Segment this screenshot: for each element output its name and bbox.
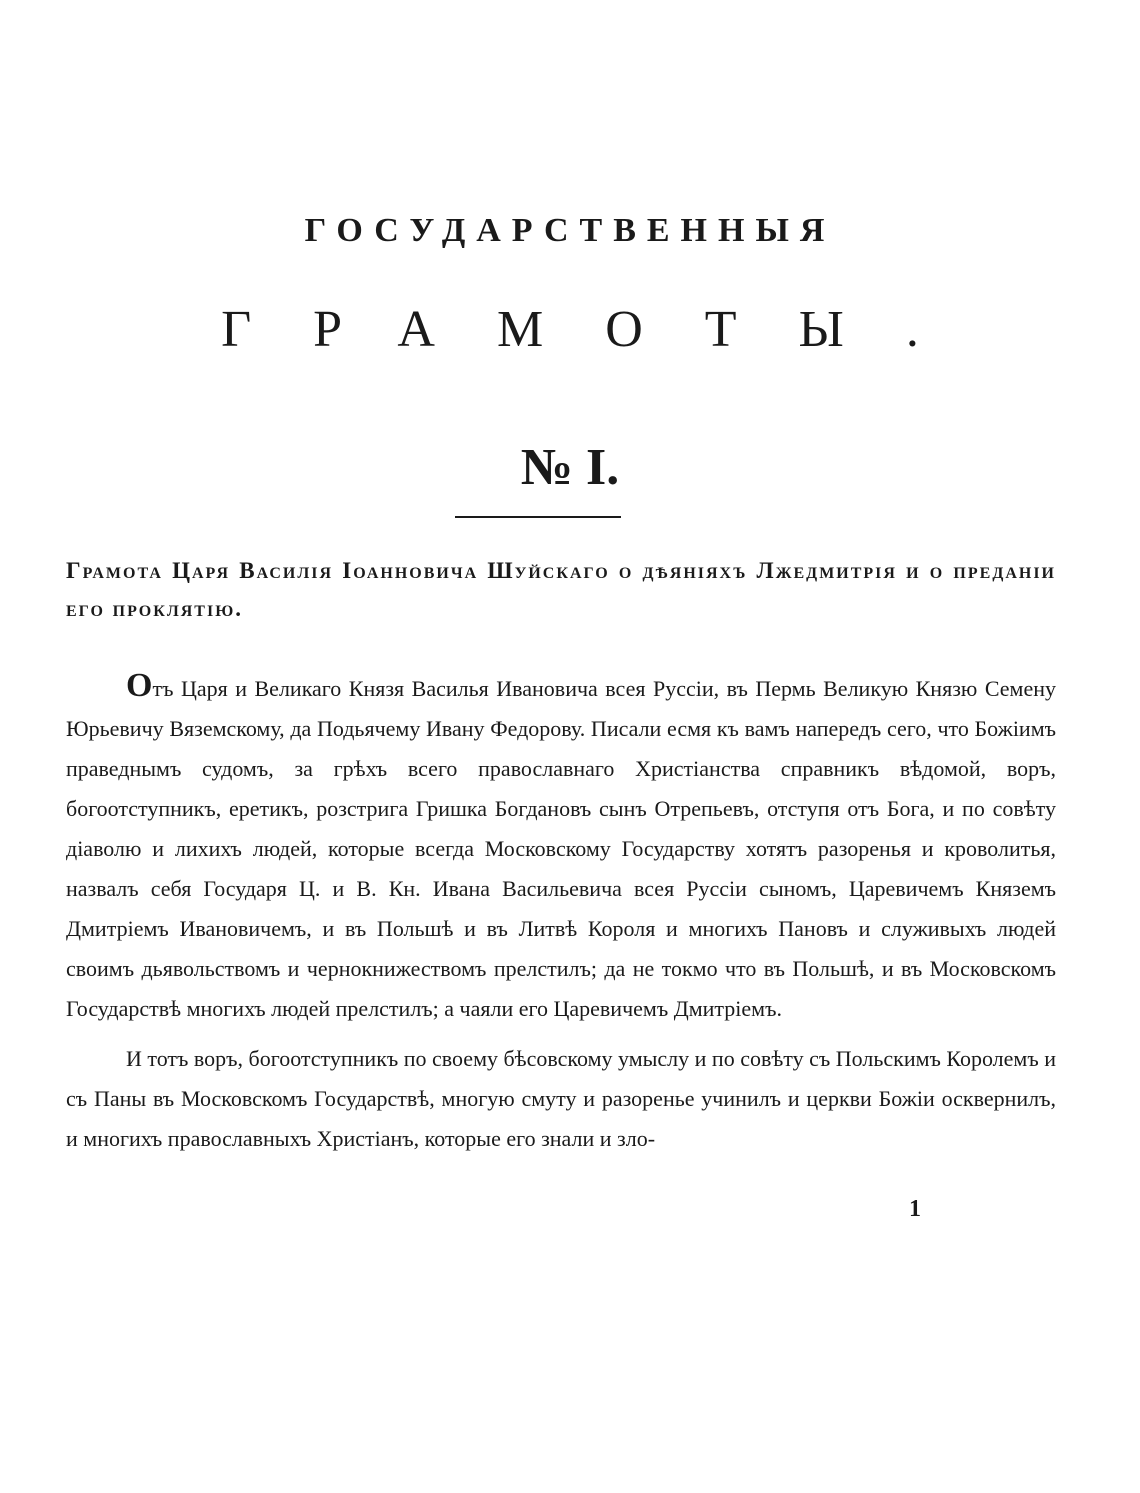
dropcap-letter: О xyxy=(126,667,153,704)
document-title: Грамота Царя Василія Іоанновича Шуйскаго о дѣяніяхъ Лжедмитрія и о преданіи его проклятію. xyxy=(66,558,1056,621)
paragraph-1 xyxy=(66,666,1056,1029)
collection-title: ГОСУДАРСТВЕННЫЯ xyxy=(304,212,836,249)
page-number: 1 xyxy=(909,1196,921,1222)
paragraph-2 xyxy=(66,1039,1056,1159)
document-body xyxy=(66,666,1056,1169)
title-divider xyxy=(455,516,621,518)
paragraph-1-text: тъ Царя и Великаго Князя Василья Ивановича всея Руссіи, въ Пермь Великую Князю Семену Юрьевичу Вяземскому, да Подьячему Ивану Федорову. Писали есмя къ вамъ напередъ сего, что Божіимъ праведнымъ судомъ, за грѣхъ всего православнаго Христіанства справникъ вѣдомой, воръ, богоотступникъ, еретикъ, розстрига Гришка Богдановъ сынъ Отрепьевъ, отступя отъ Бога, и по совѣту діаволю и лихихъ людей, которые всегда Московскому Государству хотятъ разоренья и кроволитья, назвалъ себя Государя Ц. и В. Кн. Ивана Васильевича всея Руссіи сыномъ, Царевичемъ Княземъ Дмитріемъ Ивановичемъ, и въ Польшѣ и въ Литвѣ Короля и многихъ Пановъ и служивыхъ людей своимъ дьявольствомъ и чернокнижествомъ прелстилъ; да не токмо что въ Польшѣ, и въ Московскомъ Государствѣ многихъ людей прелстилъ; а чаяли его Царевичемъ Дмитріемъ. xyxy=(66,676,1056,1021)
collection-subtitle: ГРАМОТЫ. xyxy=(221,301,981,358)
paragraph-2-text: И тотъ воръ, богоотступникъ по своему бѣсовскому умыслу и по совѣту съ Польскимъ Королемъ и съ Паны въ Московскомъ Государствѣ, многую смуту и разоренье учинилъ и церкви Божіи осквернилъ, и многихъ православныхъ Христіанъ, которые его знали и зло- xyxy=(66,1046,1056,1151)
document-number: № I. xyxy=(520,439,620,496)
